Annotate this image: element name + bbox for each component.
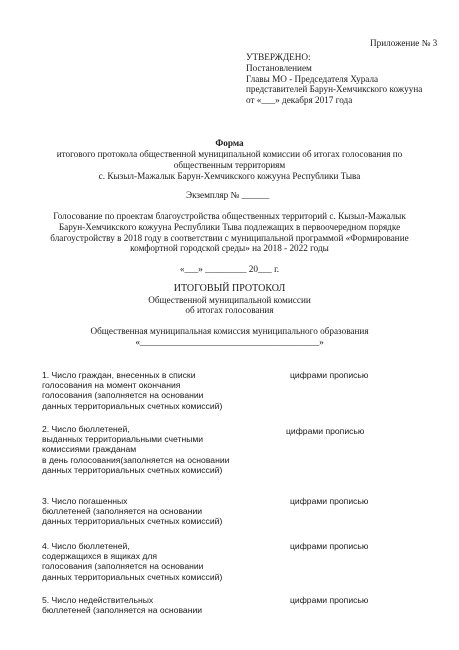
item-4-columns: цифрами прописью — [290, 541, 369, 551]
protocol-title: ИТОГОВЫЙ ПРОТОКОЛ — [173, 283, 286, 294]
vote-description-line: благоустройству в 2018 году в соответствии с муниципальной программой «Формирование — [50, 232, 409, 243]
item-3-columns: цифрами прописью — [290, 496, 369, 506]
item-3 — [42, 496, 272, 527]
commission-line: Общественная муниципальная комиссия муниципального образования — [90, 326, 369, 336]
item-line: данных территориальных счетных комиссий) — [42, 571, 223, 582]
appendix-label: Приложение № 3 — [370, 38, 438, 48]
item-4 — [42, 541, 272, 582]
approval-line: представителей Барун-Хемчикского кожууна — [246, 84, 423, 95]
item-line: 5. Число недействительных — [42, 595, 154, 605]
vote-description-line: Голосование по проектам благоустройства общественных территорий с. Кызыл-Мажалык — [53, 211, 406, 221]
item-1-columns: цифрами прописью — [290, 370, 369, 380]
item-line: 3. Число погашенных — [42, 496, 128, 506]
item-line: выданных территориальными счетными — [42, 434, 204, 445]
item-line: голосования (заполняется на основании — [42, 390, 204, 401]
form-title: Форма — [215, 138, 244, 148]
item-2 — [42, 424, 272, 475]
item-line: комиссиями гражданам — [42, 444, 137, 455]
form-header-line: общественным территориям — [173, 159, 286, 170]
item-line: данных территориальных счетных комиссий) — [42, 400, 223, 411]
item-5 — [42, 595, 272, 615]
approval-line: Главы МО - Председателя Хурала — [246, 73, 379, 84]
copy-number-line: Экземпляр № ______ — [186, 190, 270, 200]
form-header-line: с. Кызыл-Мажалык Барун-Хемчикского кожууна Республики Тыва — [98, 171, 361, 182]
vote-description-line: Барун-Хемчикского кожууна Республики Тыва подлежащих в первоочередном порядке — [58, 221, 401, 232]
item-line: бюллетеней (заполняется на основании — [42, 605, 203, 616]
approval-line: Постановлением — [246, 62, 312, 73]
form-header-line: итогового протокола общественной муниципальной комиссии об итогах голосования по — [56, 148, 403, 159]
item-2-columns: цифрами прописью — [286, 426, 365, 436]
approval-title: УТВЕРЖДЕНО: — [246, 52, 311, 62]
item-line: голосования (заполняется на основании — [42, 561, 204, 572]
date-line: «___» _________ 20___ г. — [179, 264, 280, 274]
item-line: 4. Число бюллетеней, — [42, 541, 130, 551]
commission-block — [0, 326, 459, 348]
item-line: 2. Число бюллетеней, — [42, 424, 130, 434]
item-line: данных территориальных счетных комиссий) — [42, 516, 223, 527]
vote-description-line: комфортной городской среды» на 2018 - 2022 годы — [130, 243, 329, 254]
item-line: данных территориальных счетных комиссий) — [42, 464, 223, 475]
approval-block — [246, 52, 422, 106]
protocol-line: об итогах голосования — [185, 305, 274, 316]
vote-description — [0, 211, 459, 254]
item-line: содержащихся в ящиках для — [42, 551, 158, 562]
item-1 — [42, 370, 272, 411]
approval-line: от «___» декабря 2017 года — [246, 95, 353, 106]
protocol-line: Общественной муниципальной комиссии — [148, 294, 311, 305]
item-line: 1. Число граждан, внесенных в списки — [42, 370, 196, 380]
item-line: голосования на момент окончания — [42, 380, 181, 391]
commission-blank: «_______________________________________» — [135, 336, 324, 347]
item-line: в день голосования(заполняется на основании — [42, 454, 230, 465]
item-line: бюллетеней (заполняется на основании — [42, 506, 203, 517]
item-5-columns: цифрами прописью — [290, 595, 369, 605]
protocol-block — [0, 283, 459, 316]
form-header — [0, 138, 459, 182]
